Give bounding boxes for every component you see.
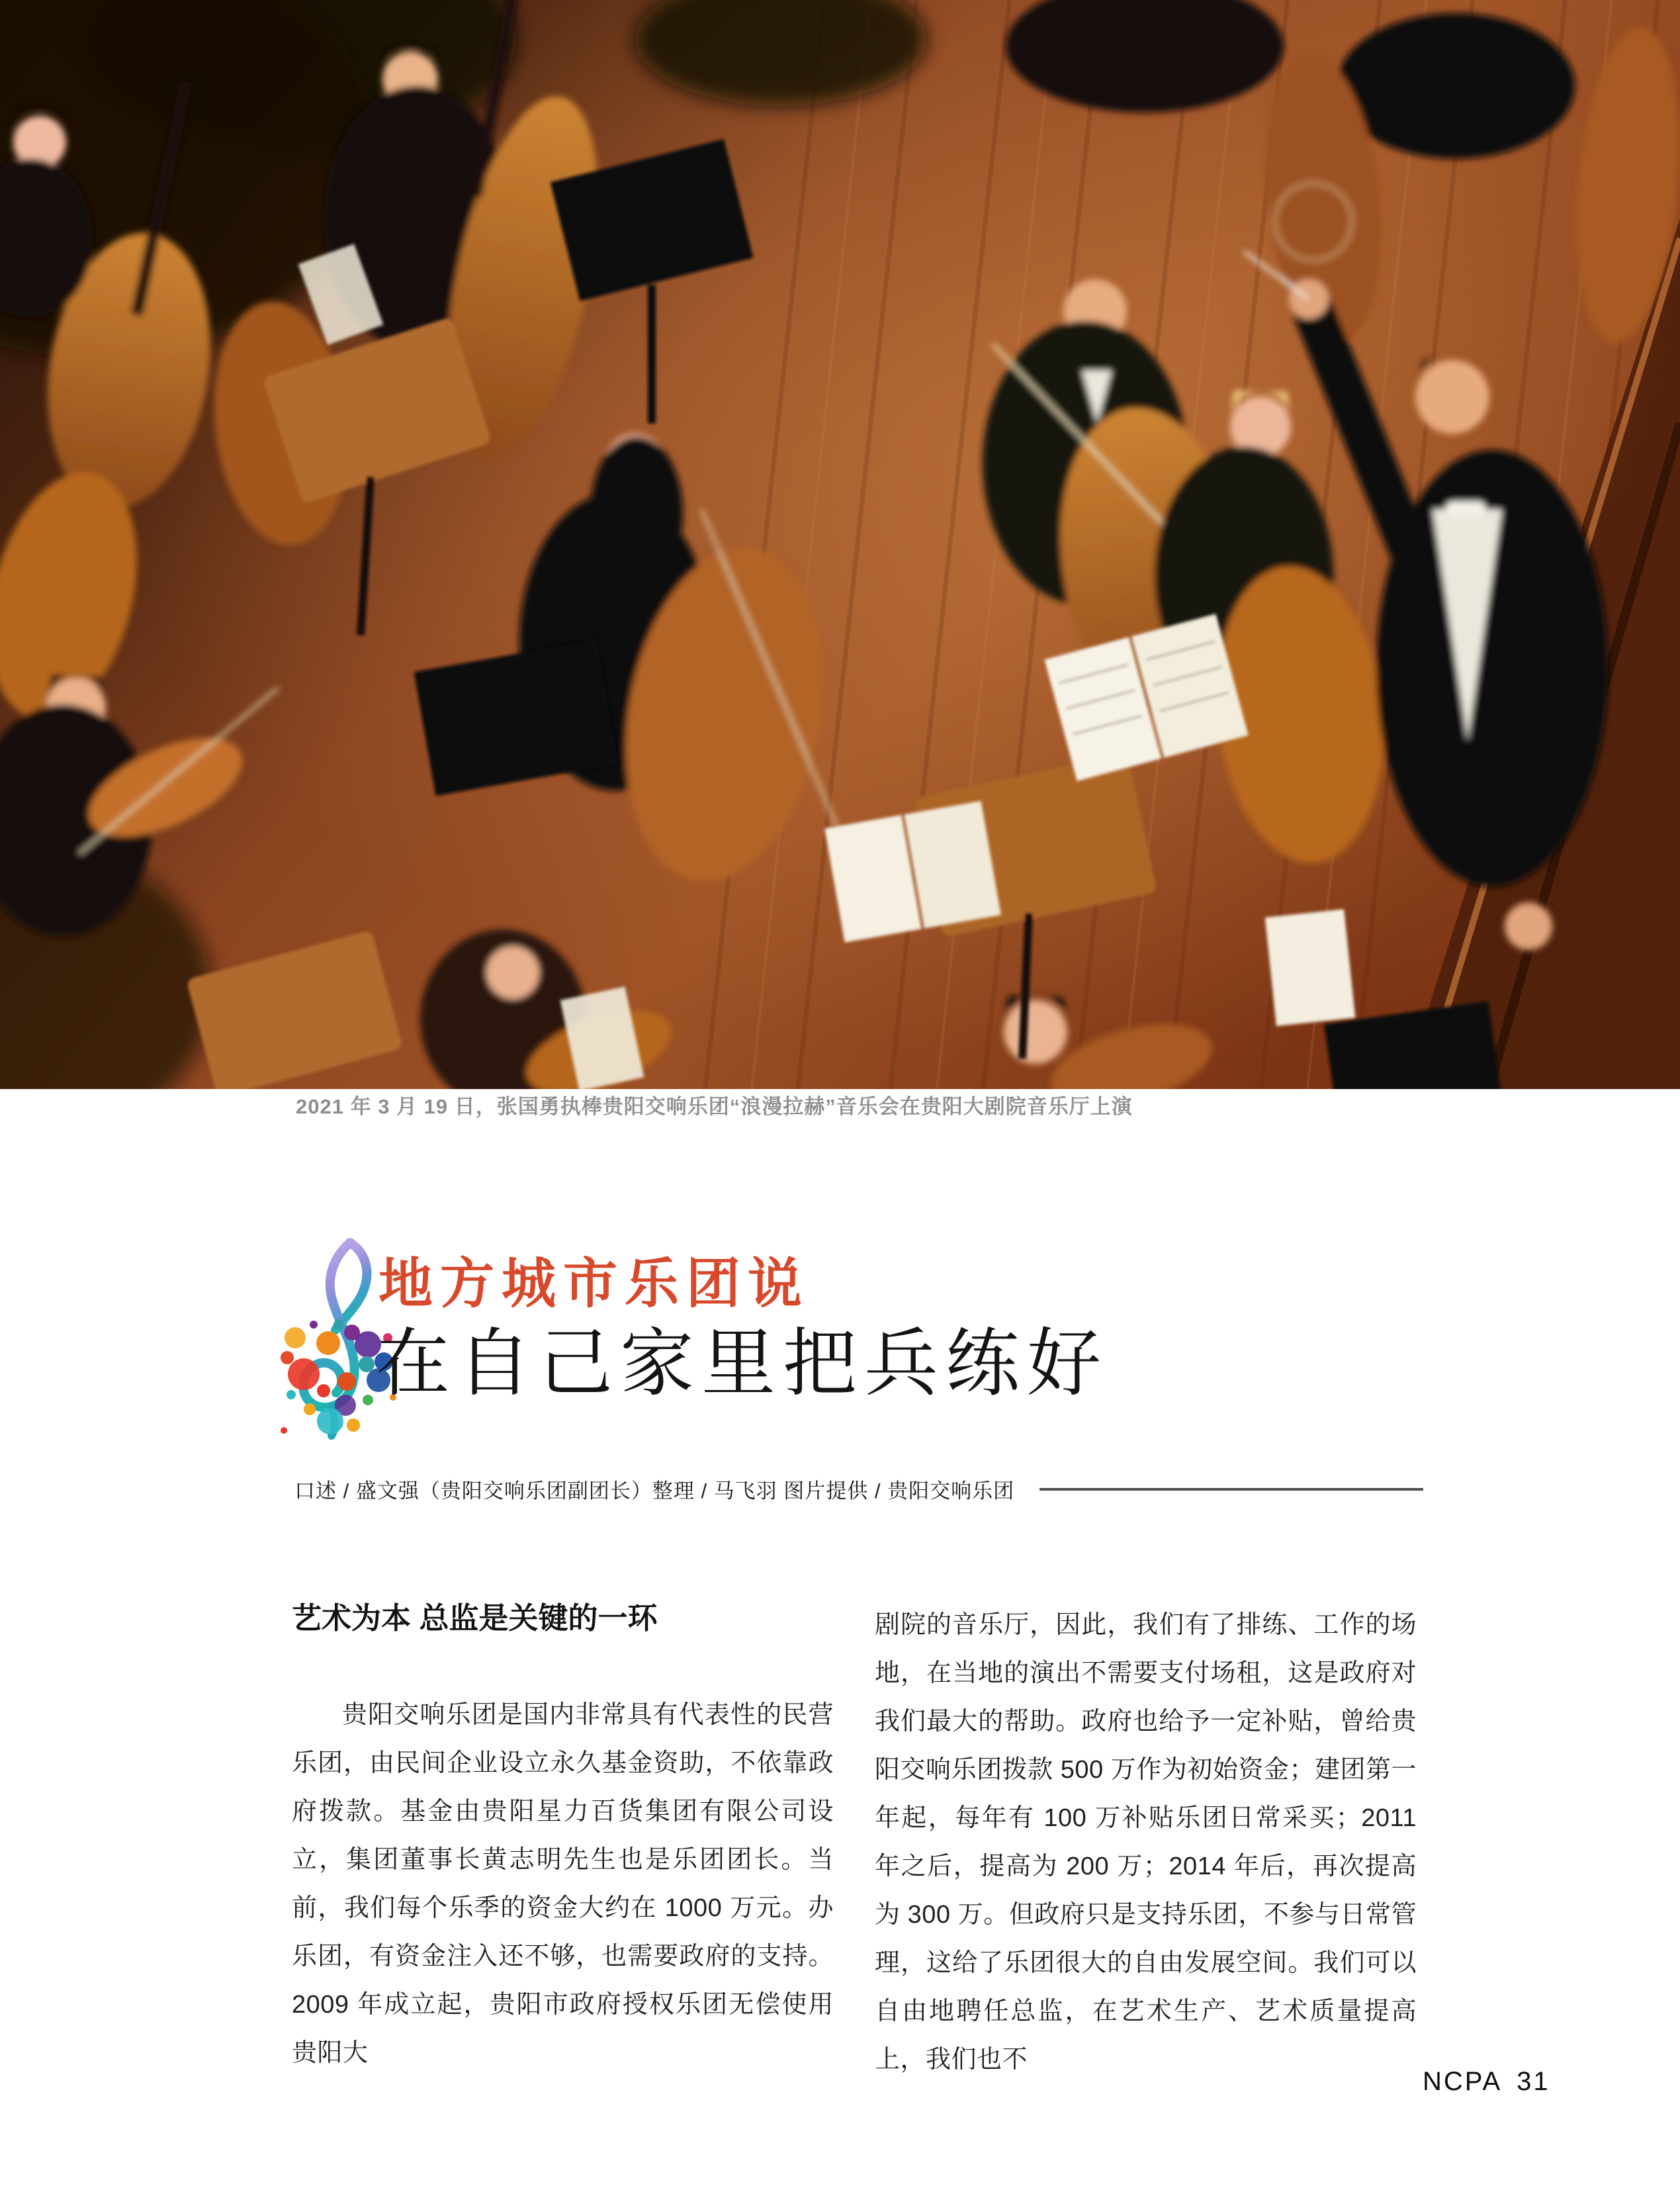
byline-row — [294, 1474, 1423, 1504]
section-heading: 艺术为本 总监是关键的一环 — [292, 1601, 658, 1635]
page-footer — [1423, 2067, 1550, 2097]
column-right — [875, 1601, 1417, 2084]
footer-page-number: 31 — [1517, 2067, 1550, 2096]
series-label: 地方城市乐团说 — [378, 1254, 810, 1314]
article-title: 在自己家里把兵练好 — [376, 1323, 1108, 1405]
photo-caption: 2021 年 3 月 19 日，张国勇执棒贵阳交响乐团“浪漫拉赫”音乐会在贵阳大剧院音乐厅上演 — [296, 1095, 1133, 1118]
byline: 口述 / 盛文强（贵阳交响乐团副团长）整理 / 马飞羽 图片提供 / 贵阳交响乐团 — [294, 1479, 1015, 1503]
byline-rule — [1039, 1488, 1423, 1491]
body-paragraph-2: 剧院的音乐厅，因此，我们有了排练、工作的场地，在当地的演出不需要支付场租，这是政府对我们最大的帮助。政府也给予一定补贴，曾给贵阳交响乐团拨款 500 万作为初始资金；建团第一年起，每年有 100 万补贴乐团日常采买；2011 年之后，提高为 200 万；2014 年后，再次提高为 300 万。但政府只是支持乐团，不参与日常管理，这给了乐团很大的自由发展空间。我们可以自由地聘任总监，在艺术生产、艺术质量提高上，我们也不 — [875, 1611, 1417, 2074]
body-paragraph-1: 贵阳交响乐团是国内非常具有代表性的民营乐团，由民间企业设立永久基金资助，不依靠政府拨款。基金由贵阳星力百货集团有限公司设立，集团董事长黄志明先生也是乐团团长。当前，我们每个乐季的资金大约在 1000 万元。办乐团，有资金注入还不够，也需要政府的支持。2009 年成立起，贵阳市政府授权乐团无偿使用贵阳大 — [292, 1701, 834, 2067]
article-body — [292, 1601, 1417, 2084]
orchestra-photo — [0, 0, 1680, 1089]
footer-brand: NCPA — [1423, 2067, 1503, 2096]
orchestra-photo-art — [0, 0, 1680, 1089]
column-left — [292, 1601, 834, 2084]
